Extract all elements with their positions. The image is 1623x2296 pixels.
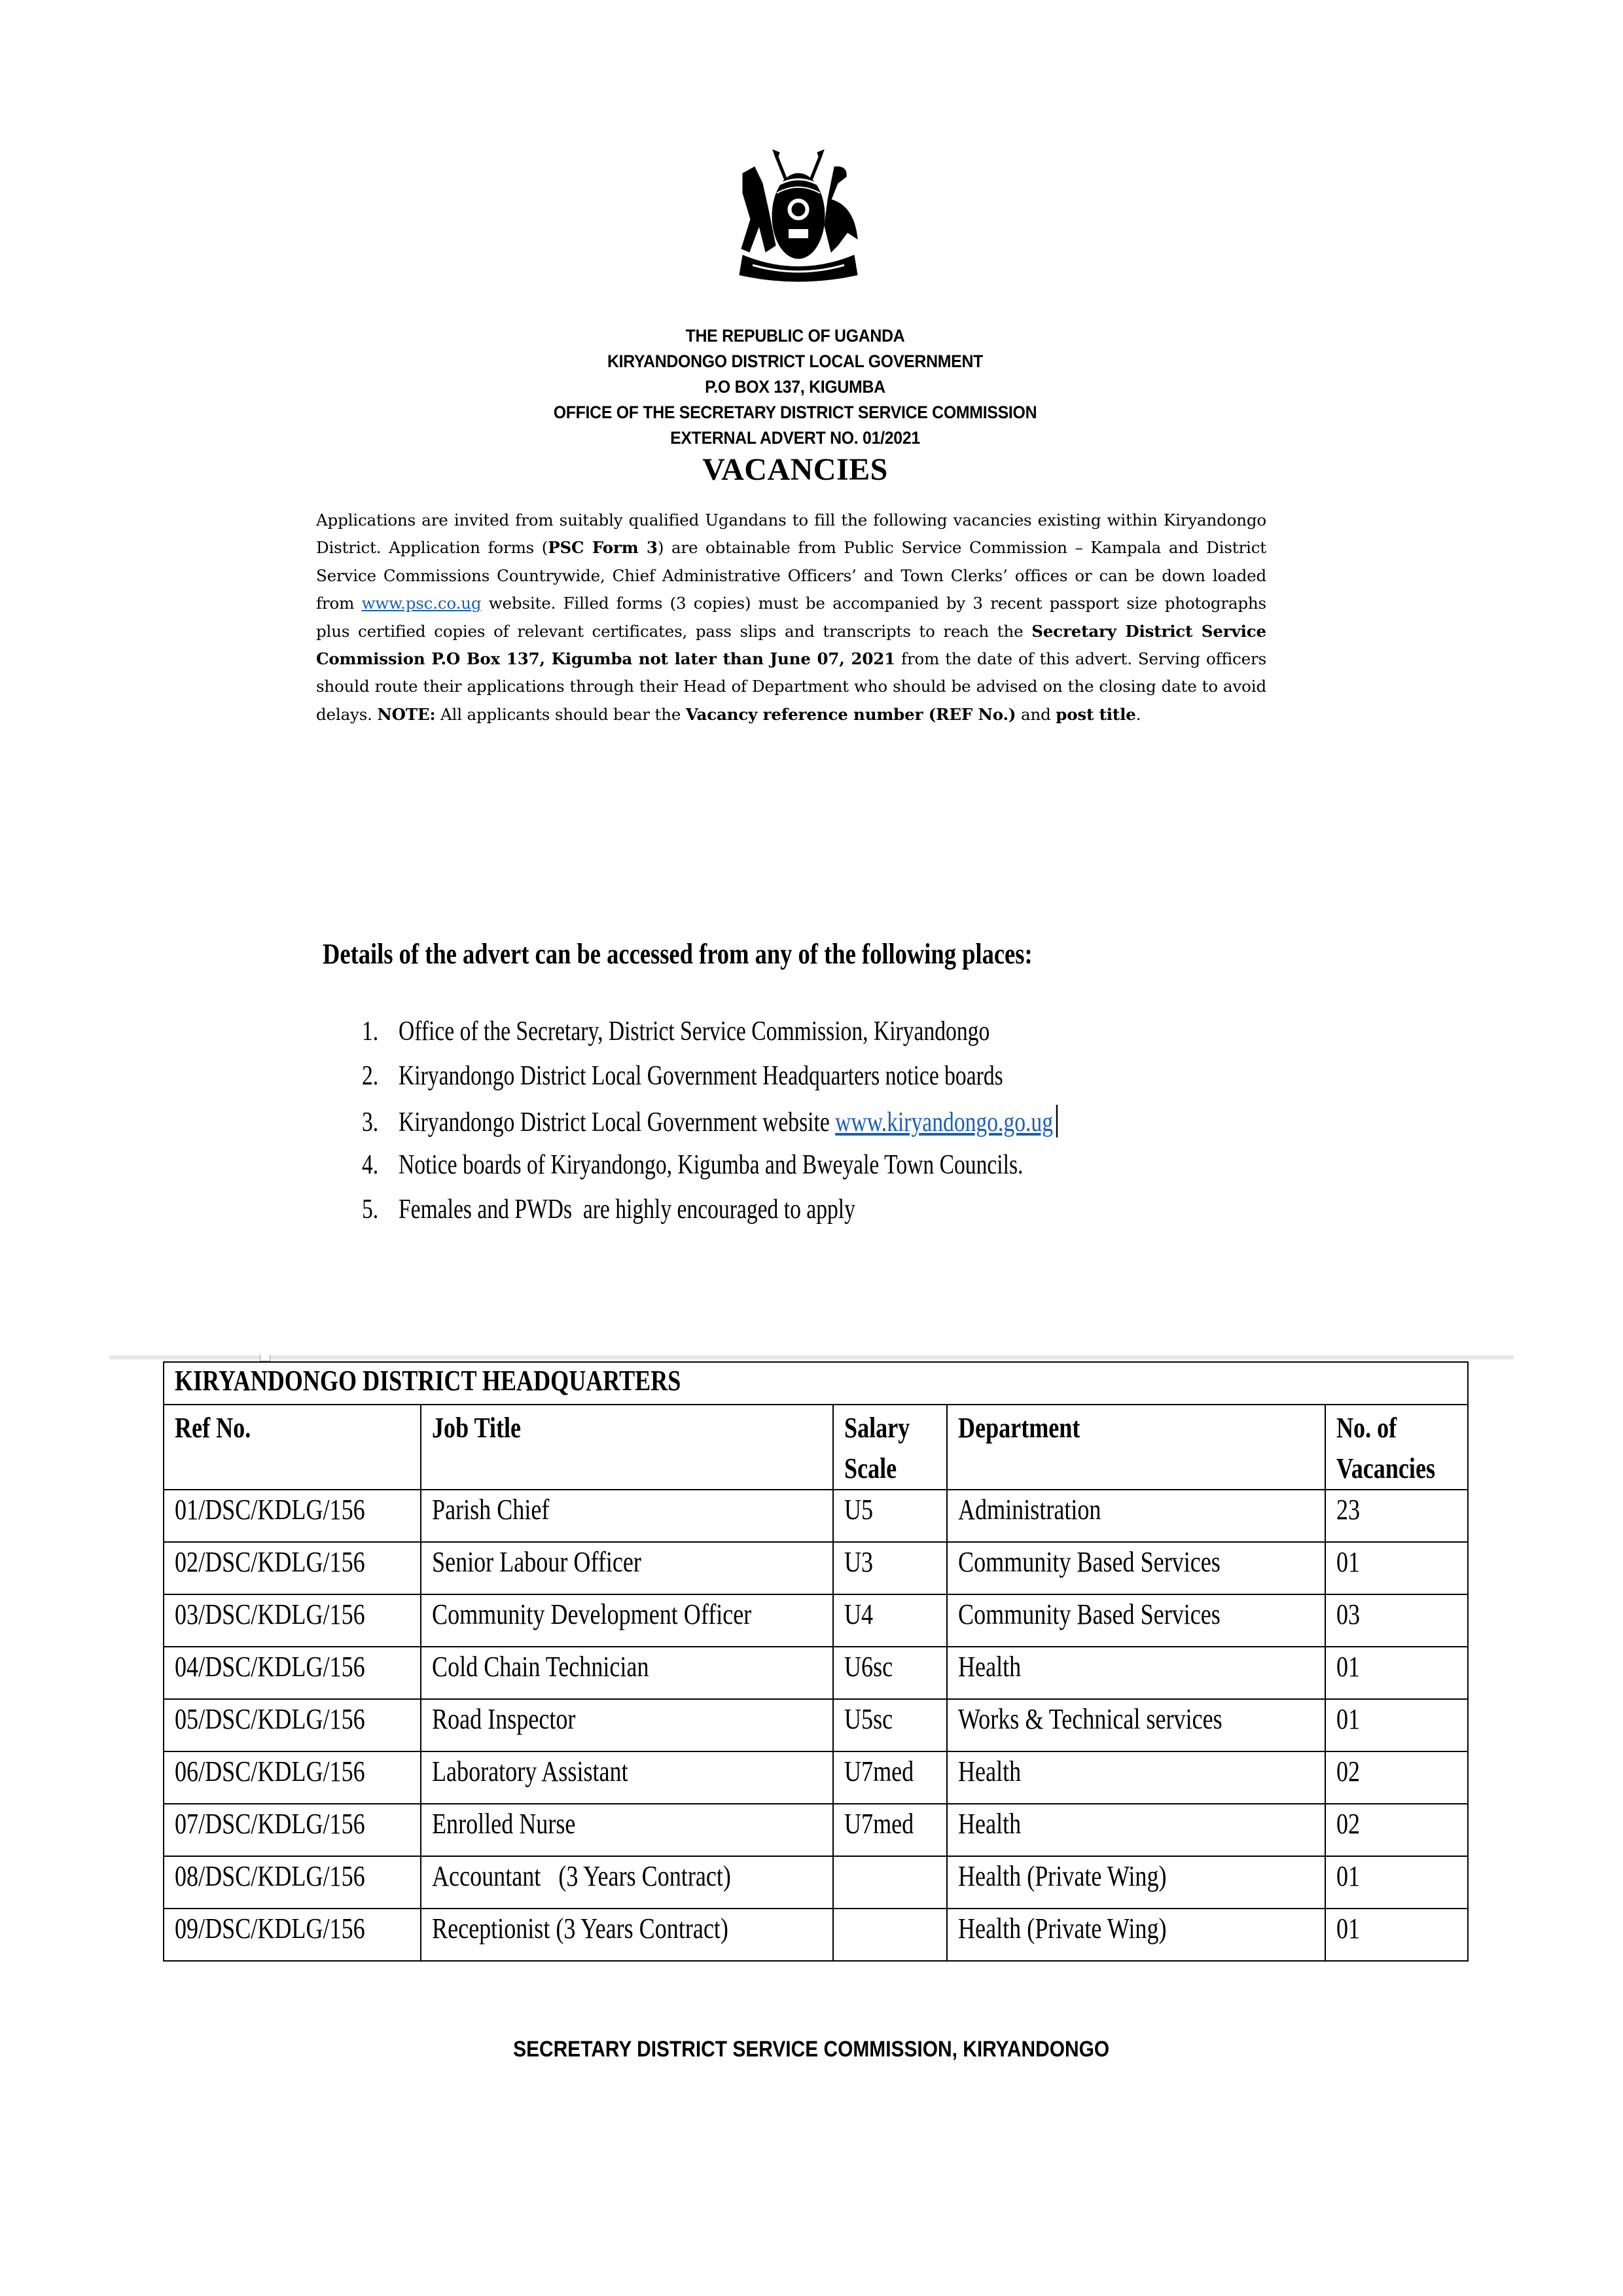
table-anchor-icon	[260, 1355, 270, 1361]
list-text: Office of the Secretary, District Service Commission, Kiryandongo	[399, 1016, 990, 1047]
table-body	[164, 1490, 1468, 1961]
vacancies-cell-text: 01	[1336, 1912, 1360, 1945]
column-header-salary-scale	[833, 1405, 948, 1490]
job-title-cell	[421, 1542, 833, 1594]
vacancies-cell-text: 02	[1336, 1808, 1360, 1840]
psc-website-link[interactable]: www.psc.co.ug	[361, 594, 482, 613]
uganda-coat-of-arms-icon	[723, 147, 867, 291]
list-item	[362, 1016, 990, 1047]
job-title-cell-text: Laboratory Assistant	[432, 1755, 628, 1787]
salary-scale-cell-text: U3	[844, 1546, 873, 1578]
department-cell-text: Community Based Services	[958, 1598, 1221, 1630]
vacancies-cell	[1325, 1751, 1468, 1804]
vacancies-cell	[1325, 1647, 1468, 1699]
ref-cell	[164, 1490, 421, 1542]
ref-cell	[164, 1699, 421, 1751]
salary-scale-cell	[833, 1856, 948, 1909]
ref-cell	[164, 1909, 421, 1961]
ref-cell-text: 03/DSC/KDLG/156	[175, 1598, 365, 1630]
salary-scale-cell-text: U6sc	[844, 1651, 893, 1683]
intro-text: All applicants should bear the	[435, 704, 686, 724]
vacancies-cell	[1325, 1909, 1468, 1961]
list-item	[362, 1149, 1023, 1181]
page-title: VACANCIES	[702, 452, 888, 487]
list-number: 1.	[362, 1016, 379, 1047]
vacancies-cell	[1325, 1594, 1468, 1647]
ref-cell-text: 06/DSC/KDLG/156	[175, 1755, 365, 1787]
ref-cell-text: 08/DSC/KDLG/156	[175, 1860, 365, 1892]
department-cell	[947, 1542, 1325, 1594]
department-cell	[947, 1804, 1325, 1856]
vacancies-cell	[1325, 1542, 1468, 1594]
job-title-cell	[421, 1804, 833, 1856]
intro-text: from the date of this advert. Serving officers should route their applications through their Head of Department who should be advised on the closing date to avoid delays.	[316, 649, 1266, 724]
vacancies-cell-text: 01	[1336, 1860, 1360, 1892]
vacancies-cell-text: 01	[1336, 1651, 1360, 1683]
job-title-cell	[421, 1699, 833, 1751]
list-text: Females and PWDs are highly encouraged to apply	[399, 1194, 855, 1225]
header-office: OFFICE OF THE SECRETARY DISTRICT SERVICE COMMISSION	[553, 403, 1037, 422]
salary-scale-cell	[833, 1594, 948, 1647]
ref-cell	[164, 1856, 421, 1909]
intro-bold-note: NOTE:	[377, 704, 436, 724]
table-title-row	[164, 1362, 1468, 1405]
list-text: Kiryandongo District Local Government website	[399, 1107, 836, 1138]
column-header-vacancies	[1325, 1405, 1468, 1490]
vacancies-table	[163, 1361, 1469, 1962]
job-title-cell-text: Road Inspector	[432, 1703, 576, 1735]
department-cell-text: Community Based Services	[958, 1546, 1221, 1578]
column-header-job-title	[421, 1405, 833, 1490]
header-text: Job Title	[432, 1412, 522, 1444]
header-text: Ref No.	[175, 1412, 251, 1444]
table-row	[164, 1594, 1468, 1647]
table-title	[164, 1362, 1468, 1405]
table-row	[164, 1647, 1468, 1699]
department-cell	[947, 1647, 1325, 1699]
job-title-cell-text: Cold Chain Technician	[432, 1651, 649, 1683]
department-cell	[947, 1909, 1325, 1961]
department-cell-text: Health	[958, 1808, 1022, 1840]
header-text: Vacancies	[1336, 1452, 1435, 1484]
department-cell-text: Administration	[958, 1494, 1101, 1526]
vacancies-cell	[1325, 1490, 1468, 1542]
intro-text: website. Filled forms (3 copies) must be accompanied by 3 recent passport size photographs plus certified copies of relevant certificates, pass slips and transcripts to reach the	[316, 594, 1266, 641]
job-title-cell	[421, 1856, 833, 1909]
department-cell-text: Health (Private Wing)	[958, 1912, 1167, 1945]
list-number: 5.	[362, 1194, 379, 1225]
job-title-cell	[421, 1647, 833, 1699]
section-separator	[109, 1355, 1514, 1359]
ref-cell	[164, 1804, 421, 1856]
salary-scale-cell	[833, 1751, 948, 1804]
job-title-cell-text: Parish Chief	[432, 1494, 550, 1526]
list-item	[362, 1194, 855, 1225]
salary-scale-cell	[833, 1490, 948, 1542]
details-heading: Details of the advert can be accessed from any of the following places:	[323, 938, 1033, 970]
table-header-row	[164, 1405, 1468, 1490]
list-text: Kiryandongo District Local Government Headquarters notice boards	[399, 1061, 1003, 1091]
header-republic: THE REPUBLIC OF UGANDA	[685, 326, 905, 346]
department-cell	[947, 1856, 1325, 1909]
intro-bold-deadline: Secretary District Service Commission P.O Box 137, Kigumba not later than June 07, 2021	[316, 621, 1266, 669]
job-title-cell-text: Enrolled Nurse	[432, 1808, 576, 1840]
job-title-cell	[421, 1594, 833, 1647]
table-row	[164, 1909, 1468, 1961]
vacancies-cell-text: 01	[1336, 1546, 1360, 1578]
intro-text: Applications are invited from suitably qualified Ugandans to fill the following vacancies existing within Kiryandongo District. Application forms (	[316, 511, 1266, 558]
salary-scale-cell-text: U5	[844, 1494, 873, 1526]
ref-cell-text: 05/DSC/KDLG/156	[175, 1703, 365, 1735]
header-text: Scale	[844, 1452, 897, 1484]
department-cell	[947, 1490, 1325, 1542]
intro-text: ) are obtainable from Public Service Commission – Kampala and District Service Commissions Countrywide, Chief Administrative Officers’ and Town Clerks’ offices or can be down loaded from	[316, 538, 1266, 613]
header-advert-no: EXTERNAL ADVERT NO. 01/2021	[670, 428, 920, 448]
vacancies-cell-text: 23	[1336, 1494, 1360, 1526]
job-title-cell-text: Senior Labour Officer	[432, 1546, 641, 1578]
department-cell-text: Health (Private Wing)	[958, 1860, 1167, 1892]
table-row	[164, 1856, 1468, 1909]
ref-cell	[164, 1542, 421, 1594]
list-item	[362, 1105, 1058, 1138]
table-row	[164, 1804, 1468, 1856]
salary-scale-cell	[833, 1699, 948, 1751]
header-text: Department	[958, 1412, 1080, 1444]
job-title-cell	[421, 1909, 833, 1961]
list-number: 3.	[362, 1107, 379, 1138]
vacancies-cell-text: 01	[1336, 1703, 1360, 1735]
ref-cell	[164, 1647, 421, 1699]
salary-scale-cell	[833, 1647, 948, 1699]
table-row	[164, 1751, 1468, 1804]
list-text: Notice boards of Kiryandongo, Kigumba and Bweyale Town Councils.	[399, 1150, 1024, 1180]
salary-scale-cell-text: U7med	[844, 1755, 914, 1787]
list-number: 4.	[362, 1150, 379, 1180]
job-title-cell-text: Community Development Officer	[432, 1598, 752, 1630]
kiryandongo-website-link[interactable]: www.kiryandongo.go.ug	[835, 1107, 1054, 1138]
header-district: KIRYANDONGO DISTRICT LOCAL GOVERNMENT	[607, 351, 984, 371]
salary-scale-cell-text: U4	[844, 1598, 873, 1630]
intro-text: and	[1016, 704, 1056, 724]
footer-text: SECRETARY DISTRICT SERVICE COMMISSION, KIRYANDONGO	[513, 2037, 1110, 2062]
ref-cell-text: 04/DSC/KDLG/156	[175, 1651, 365, 1683]
intro-bold-post-title: post title	[1056, 704, 1136, 724]
column-header-department	[947, 1405, 1325, 1490]
ref-cell	[164, 1594, 421, 1647]
intro-text: .	[1135, 704, 1141, 724]
salary-scale-cell	[833, 1804, 948, 1856]
department-cell	[947, 1594, 1325, 1647]
department-cell-text: Works & Technical services	[958, 1703, 1223, 1735]
table-row	[164, 1490, 1468, 1542]
department-cell	[947, 1751, 1325, 1804]
header-address: P.O BOX 137, KIGUMBA	[705, 377, 885, 397]
salary-scale-cell-text: U7med	[844, 1808, 914, 1840]
ref-cell-text: 09/DSC/KDLG/156	[175, 1912, 365, 1945]
table-row	[164, 1699, 1468, 1751]
table-title-text: KIRYANDONGO DISTRICT HEADQUARTERS	[175, 1365, 681, 1397]
department-cell	[947, 1699, 1325, 1751]
vacancies-cell	[1325, 1804, 1468, 1856]
job-title-cell	[421, 1751, 833, 1804]
column-header-ref	[164, 1405, 421, 1490]
ref-cell-text: 02/DSC/KDLG/156	[175, 1546, 365, 1578]
header-text: Salary	[844, 1412, 910, 1444]
ref-cell	[164, 1751, 421, 1804]
signature-footer	[0, 2037, 1623, 2062]
intro-bold-form: PSC Form 3	[548, 538, 658, 558]
vacancies-cell-text: 02	[1336, 1755, 1360, 1787]
salary-scale-cell	[833, 1542, 948, 1594]
vacancies-cell	[1325, 1699, 1468, 1751]
job-title-cell-text: Accountant (3 Years Contract)	[432, 1860, 731, 1892]
intro-bold-ref: Vacancy reference number (REF No.)	[685, 704, 1016, 724]
intro-paragraph	[316, 507, 1266, 728]
list-number: 2.	[362, 1061, 379, 1091]
text-cursor	[1056, 1105, 1058, 1138]
department-cell-text: Health	[958, 1755, 1022, 1787]
salary-scale-cell-text: U5sc	[844, 1703, 893, 1735]
ref-cell-text: 07/DSC/KDLG/156	[175, 1808, 365, 1840]
header-text: No. of	[1336, 1412, 1397, 1444]
vacancies-cell-text: 03	[1336, 1598, 1360, 1630]
table-row	[164, 1542, 1468, 1594]
list-item	[362, 1060, 1003, 1092]
job-title-cell	[421, 1490, 833, 1542]
ref-cell-text: 01/DSC/KDLG/156	[175, 1494, 365, 1526]
department-cell-text: Health	[958, 1651, 1022, 1683]
salary-scale-cell	[833, 1909, 948, 1961]
vacancies-cell	[1325, 1856, 1468, 1909]
job-title-cell-text: Receptionist (3 Years Contract)	[432, 1912, 728, 1945]
